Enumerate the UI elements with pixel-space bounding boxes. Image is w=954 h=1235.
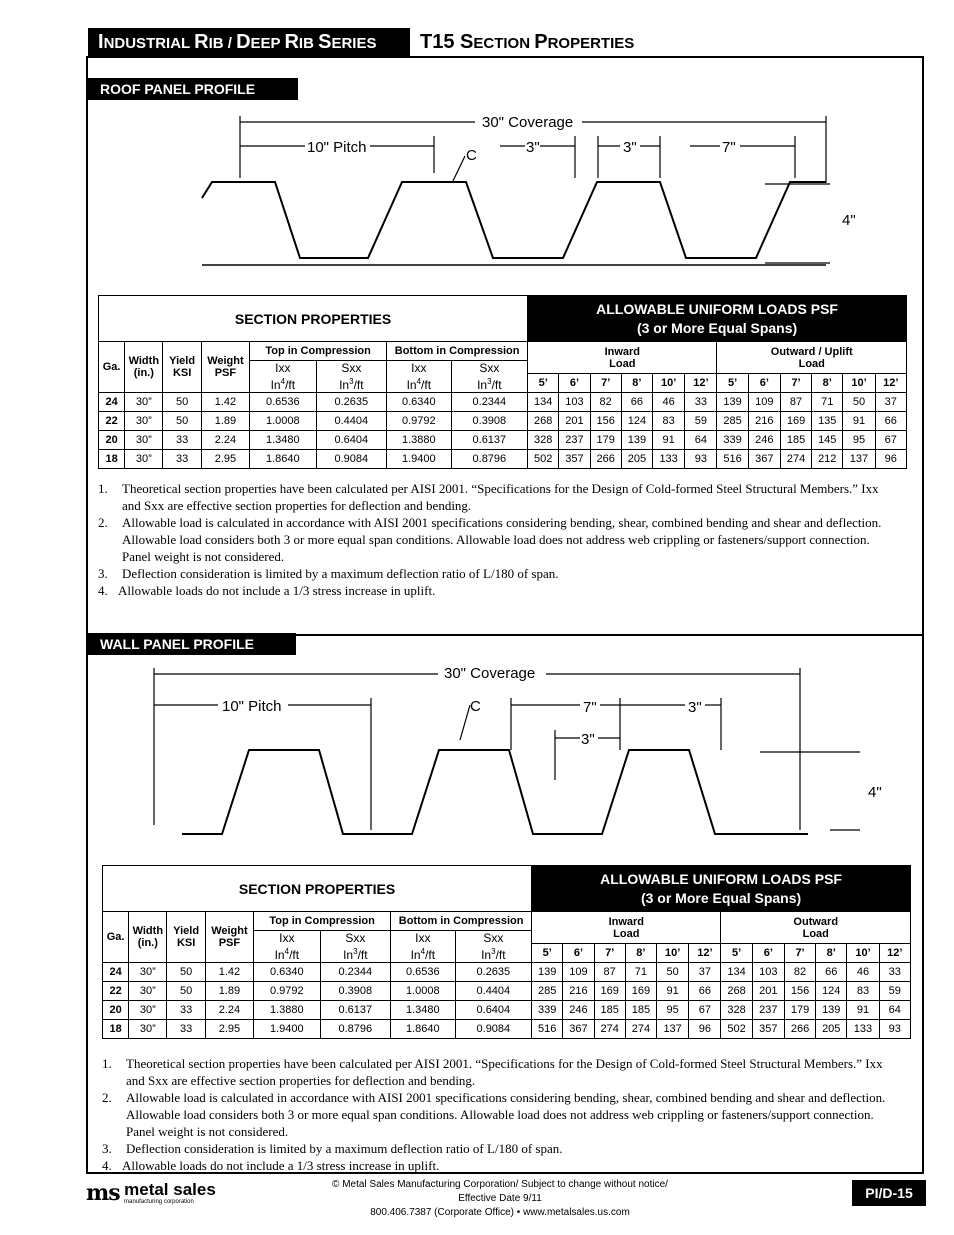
table-cell-outward-load: 91	[847, 1001, 879, 1020]
table-cell-outward-load: 357	[752, 1020, 784, 1039]
table-row	[99, 450, 907, 469]
table-cell-outward-load: 285	[717, 412, 748, 431]
roof-section-properties-heading: SECTION PROPERTIES	[99, 296, 528, 342]
table-cell-inward-load: 87	[594, 963, 625, 982]
table-cell-t-ixx: 0.9792	[254, 982, 320, 1001]
table-cell-inward-load: 96	[689, 1020, 721, 1039]
table-cell-outward-load: 103	[752, 963, 784, 982]
note-item: 1. Theoretical section properties have been calculated per AISI 2001. “Specifications for the Design of Cold-formed Steel Structural Members.” Ixx and Sxx are effective section properties for deflection and bending.	[98, 481, 879, 513]
table-cell-outward-load: 124	[816, 982, 847, 1001]
table-cell-yield: 33	[163, 431, 201, 450]
table-cell-ga: 24	[99, 393, 125, 412]
table-cell-outward-load: 37	[875, 393, 906, 412]
table-cell-width: 30”	[125, 393, 163, 412]
table-cell-outward-load: 87	[780, 393, 811, 412]
roof-dim-3: 7"	[722, 139, 736, 156]
table-cell-ga: 20	[103, 1001, 129, 1020]
table-cell-width: 30”	[129, 1020, 167, 1039]
note-item: 2. Allowable load is calculated in accordance with AISI 2001 specifications considering bending, shear, combined bending and shear and deflection. Allowable load considers both 3 or more equal span conditions. Allowable load does not address web crippling or fasteners/support connection. Panel weight is not considered.	[102, 1090, 886, 1139]
table-cell-inward-load: 133	[653, 450, 685, 469]
table-cell-width: 30”	[125, 431, 163, 450]
wall-allowable-loads-heading: ALLOWABLE UNIFORM LOADS PSF (3 or More Equal Spans)	[532, 866, 911, 912]
table-cell-inward-load: 502	[528, 450, 559, 469]
table-cell-yield: 50	[167, 963, 205, 982]
table-cell-outward-load: 50	[843, 393, 875, 412]
table-cell-outward-load: 185	[780, 431, 811, 450]
table-cell-weight: 2.95	[205, 1020, 253, 1039]
table-cell-ga: 22	[103, 982, 129, 1001]
table-cell-inward-load: 59	[685, 412, 717, 431]
table-cell-weight: 1.89	[205, 982, 253, 1001]
wall-pitch-label: 10" Pitch	[222, 698, 282, 715]
table-cell-b-sxx: 0.2344	[451, 393, 528, 412]
wall-dim-2: 3"	[688, 699, 702, 716]
table-cell-b-ixx: 0.9792	[387, 412, 451, 431]
table-cell-outward-load: 109	[748, 393, 780, 412]
table-cell-outward-load: 46	[847, 963, 879, 982]
table-cell-t-ixx: 1.3480	[250, 431, 316, 450]
table-cell-inward-load: 91	[657, 982, 689, 1001]
roof-profile-diagram	[190, 108, 870, 273]
section-properties-title: T15 SECTION PROPERTIES	[420, 31, 635, 53]
wall-height-label: 4"	[868, 784, 882, 801]
roof-section-properties-table: SECTION PROPERTIES ALLOWABLE UNIFORM LOADS PSF (3 or More Equal Spans) Ga. Width (in.) Yield KSI Weight PSF Top in Compression Bottom in Compression Inward Load Outward / Uplift Load Ixx In$^4$/ft Sxx In$^3$/ft Ixx In$^4$/ft Sxx In$^3$/ft 5’ 6’ 7’ 8’ 10’ 12’ 5’ 6’ 7’ 8’ 10’ 12’ 24 30” 50 1.42 0.6536 0.2635 0.6340 0.2344 134 103 82 66 46 33 139 109 87 71 50 37 22 30” 50 1.89 1.0008 0.4404 0.9792 0.3908 268 201 156 124 83 59 285 216 169 135 91 66 20 30” 33 2.24 1.3480 0.6404 1.3880 0.6137 328 237 179 139 91 64 339 246 185 145 95 67 18 30” 33 2.95 1.8640 0.9084 1.9400 0.8796 502 357 266 205 133 93 516 367 274 212 137 96	[98, 295, 907, 469]
table-cell-outward-load: 179	[784, 1001, 815, 1020]
wall-profile-diagram	[140, 660, 890, 840]
table-cell-b-ixx: 1.0008	[391, 982, 455, 1001]
table-row	[103, 1001, 911, 1020]
roof-pitch-label: 10" Pitch	[307, 139, 367, 156]
table-cell-weight: 2.24	[201, 431, 249, 450]
table-cell-inward-load: 37	[689, 963, 721, 982]
table-cell-inward-load: 139	[532, 963, 563, 982]
table-cell-t-ixx: 0.6536	[250, 393, 316, 412]
table-cell-b-ixx: 1.9400	[387, 450, 451, 469]
table-cell-b-sxx: 0.6137	[451, 431, 528, 450]
series-title: INDUSTRIAL RIB / DEEP RIB SERIES	[88, 28, 410, 56]
table-cell-inward-load: 71	[625, 963, 656, 982]
table-cell-b-sxx: 0.6404	[455, 1001, 532, 1020]
table-cell-weight: 1.42	[201, 393, 249, 412]
table-cell-inward-load: 367	[563, 1020, 594, 1039]
table-cell-inward-load: 179	[590, 431, 621, 450]
table-cell-outward-load: 139	[816, 1001, 847, 1020]
table-cell-inward-load: 185	[594, 1001, 625, 1020]
table-cell-b-ixx: 0.6536	[391, 963, 455, 982]
table-cell-ga: 18	[103, 1020, 129, 1039]
table-row	[99, 393, 907, 412]
table-cell-t-ixx: 1.0008	[250, 412, 316, 431]
table-cell-inward-load: 237	[559, 431, 590, 450]
table-cell-inward-load: 274	[594, 1020, 625, 1039]
roof-dim-2: 3"	[623, 139, 637, 156]
table-row	[99, 431, 907, 450]
table-cell-weight: 1.89	[201, 412, 249, 431]
wall-dim-3: 3"	[581, 731, 595, 748]
note-item: 1. Theoretical section properties have been calculated per AISI 2001. “Specifications for the Design of Cold-formed Steel Structural Members.” Ixx and Sxx are effective section properties for deflection and bending.	[102, 1056, 883, 1088]
table-cell-outward-load: 145	[812, 431, 843, 450]
table-cell-outward-load: 169	[780, 412, 811, 431]
table-cell-inward-load: 66	[621, 393, 652, 412]
table-row	[103, 1020, 911, 1039]
wall-panel-profile-heading: WALL PANEL PROFILE	[88, 633, 296, 655]
table-cell-weight: 2.95	[201, 450, 249, 469]
table-cell-yield: 33	[163, 450, 201, 469]
table-cell-inward-load: 246	[563, 1001, 594, 1020]
roof-panel-profile-heading: ROOF PANEL PROFILE	[88, 78, 298, 100]
table-cell-outward-load: 274	[780, 450, 811, 469]
table-cell-inward-load: 103	[559, 393, 590, 412]
table-cell-outward-load: 133	[847, 1020, 879, 1039]
table-cell-weight: 2.24	[205, 1001, 253, 1020]
table-cell-inward-load: 169	[625, 982, 656, 1001]
table-cell-b-ixx: 1.3880	[387, 431, 451, 450]
note-item: 4. Allowable loads do not include a 1/3 stress increase in uplift.	[102, 1158, 440, 1173]
table-cell-outward-load: 93	[879, 1020, 910, 1039]
table-cell-outward-load: 246	[748, 431, 780, 450]
roof-c-label: C	[466, 147, 477, 164]
wall-section-properties-heading: SECTION PROPERTIES	[103, 866, 532, 912]
table-cell-inward-load: 266	[590, 450, 621, 469]
table-cell-inward-load: 205	[621, 450, 652, 469]
table-cell-outward-load: 137	[843, 450, 875, 469]
roof-notes	[98, 480, 898, 599]
roof-allowable-loads-heading: ALLOWABLE UNIFORM LOADS PSF (3 or More Equal Spans)	[528, 296, 907, 342]
table-cell-weight: 1.42	[205, 963, 253, 982]
table-cell-outward-load: 212	[812, 450, 843, 469]
table-cell-t-sxx: 0.2344	[320, 963, 391, 982]
table-cell-inward-load: 169	[594, 982, 625, 1001]
table-cell-inward-load: 274	[625, 1020, 656, 1039]
note-item: 4. Allowable loads do not include a 1/3 stress increase in uplift.	[98, 583, 436, 598]
table-cell-inward-load: 268	[528, 412, 559, 431]
table-cell-inward-load: 82	[590, 393, 621, 412]
table-cell-b-sxx: 0.3908	[451, 412, 528, 431]
wall-c-label: C	[470, 698, 481, 715]
table-cell-inward-load: 33	[685, 393, 717, 412]
table-cell-inward-load: 134	[528, 393, 559, 412]
table-cell-t-sxx: 0.3908	[320, 982, 391, 1001]
table-cell-inward-load: 50	[657, 963, 689, 982]
table-cell-outward-load: 139	[717, 393, 748, 412]
table-cell-b-sxx: 0.4404	[455, 982, 532, 1001]
table-cell-outward-load: 516	[717, 450, 748, 469]
table-cell-outward-load: 66	[875, 412, 906, 431]
table-cell-ga: 24	[103, 963, 129, 982]
table-cell-inward-load: 95	[657, 1001, 689, 1020]
table-cell-t-ixx: 1.3880	[254, 1001, 320, 1020]
table-cell-b-ixx: 0.6340	[387, 393, 451, 412]
table-cell-width: 30”	[129, 982, 167, 1001]
table-cell-t-sxx: 0.4404	[316, 412, 387, 431]
roof-coverage-label: 30" Coverage	[482, 114, 574, 131]
note-item: 2. Allowable load is calculated in accordance with AISI 2001 specifications considering bending, shear, combined bending and shear and deflection. Allowable load considers both 3 or more equal span conditions. Allowable load does not address web crippling or fasteners/support connection. Panel weight is not considered.	[98, 515, 882, 564]
table-cell-inward-load: 109	[563, 963, 594, 982]
table-cell-t-ixx: 0.6340	[254, 963, 320, 982]
table-cell-outward-load: 216	[748, 412, 780, 431]
roof-dim-1: 3"	[526, 139, 540, 156]
note-item: 3. Deflection consideration is limited by a maximum deflection ratio of L/180 of span.	[102, 1141, 563, 1156]
table-cell-outward-load: 95	[843, 431, 875, 450]
wall-notes	[102, 1055, 902, 1174]
table-cell-yield: 33	[167, 1001, 205, 1020]
table-cell-outward-load: 82	[784, 963, 815, 982]
table-cell-outward-load: 205	[816, 1020, 847, 1039]
table-cell-b-ixx: 1.3480	[391, 1001, 455, 1020]
table-cell-inward-load: 93	[685, 450, 717, 469]
note-item: 3. Deflection consideration is limited by a maximum deflection ratio of L/180 of span.	[98, 566, 559, 581]
table-cell-outward-load: 64	[879, 1001, 910, 1020]
table-cell-inward-load: 46	[653, 393, 685, 412]
table-cell-inward-load: 328	[528, 431, 559, 450]
table-cell-t-sxx: 0.2635	[316, 393, 387, 412]
table-cell-outward-load: 268	[721, 982, 752, 1001]
wall-coverage-label: 30" Coverage	[444, 665, 536, 682]
table-cell-outward-load: 201	[752, 982, 784, 1001]
table-cell-width: 30”	[129, 1001, 167, 1020]
table-cell-inward-load: 339	[532, 1001, 563, 1020]
wall-dim-1: 7"	[583, 699, 597, 716]
table-cell-inward-load: 124	[621, 412, 652, 431]
wall-section-properties-table: SECTION PROPERTIES ALLOWABLE UNIFORM LOADS PSF (3 or More Equal Spans) Ga. Width (in.) Yield KSI Weight PSF Top in Compression Bottom in Compression Inward Load Outward Load Ixx In$^4$/ft Sxx In$^3$/ft Ixx In$^4$/ft Sxx In$^3$/ft 5’ 6’ 7’ 8’ 10’ 12’ 5’ 6’ 7’ 8’ 10’ 12’ 24 30” 50 1.42 0.6340 0.2344 0.6536 0.2635 139 109 87 71 50 37 134 103 82 66 46 33 22 30” 50 1.89 0.9792 0.3908 1.0008 0.4404 285 216 169 169 91 66 268 201 156 124 83 59 20 30” 33 2.24 1.3880 0.6137 1.3480 0.6404 339 246 185 185 95 67 328 237 179 139 91 64 18 30” 33 2.95 1.9400 0.8796 1.8640 0.9084 516 367 274 274 137 96 502 357 266 205 133 93	[102, 865, 911, 1039]
table-cell-t-sxx: 0.6404	[316, 431, 387, 450]
table-cell-inward-load: 285	[532, 982, 563, 1001]
table-cell-width: 30”	[125, 450, 163, 469]
table-cell-ga: 22	[99, 412, 125, 431]
table-cell-t-ixx: 1.9400	[254, 1020, 320, 1039]
table-cell-ga: 18	[99, 450, 125, 469]
footer-text: © Metal Sales Manufacturing Corporation/ Subject to change without notice/ Effective Date 9/11 800.406.7387 (Corporate Office) • www.metalsales.us.com	[332, 1179, 668, 1218]
table-cell-outward-load: 156	[784, 982, 815, 1001]
table-cell-inward-load: 137	[657, 1020, 689, 1039]
logo-mark-icon: ms	[86, 1180, 120, 1206]
table-cell-b-ixx: 1.8640	[391, 1020, 455, 1039]
table-cell-outward-load: 96	[875, 450, 906, 469]
table-cell-outward-load: 67	[875, 431, 906, 450]
table-cell-b-sxx: 0.9084	[455, 1020, 532, 1039]
table-cell-ga: 20	[99, 431, 125, 450]
table-cell-outward-load: 367	[748, 450, 780, 469]
table-cell-yield: 50	[163, 393, 201, 412]
table-cell-yield: 50	[167, 982, 205, 1001]
table-cell-outward-load: 91	[843, 412, 875, 431]
table-cell-outward-load: 339	[717, 431, 748, 450]
table-cell-inward-load: 66	[689, 982, 721, 1001]
table-cell-outward-load: 502	[721, 1020, 752, 1039]
table-cell-b-sxx: 0.8796	[451, 450, 528, 469]
table-cell-b-sxx: 0.2635	[455, 963, 532, 982]
table-cell-outward-load: 134	[721, 963, 752, 982]
page-number: PI/D-15	[852, 1180, 926, 1206]
table-cell-t-sxx: 0.8796	[320, 1020, 391, 1039]
table-cell-outward-load: 135	[812, 412, 843, 431]
table-cell-yield: 50	[163, 412, 201, 431]
table-cell-outward-load: 328	[721, 1001, 752, 1020]
table-cell-t-sxx: 0.9084	[316, 450, 387, 469]
table-cell-inward-load: 516	[532, 1020, 563, 1039]
roof-height-label: 4"	[842, 212, 856, 229]
table-cell-outward-load: 83	[847, 982, 879, 1001]
table-cell-inward-load: 139	[621, 431, 652, 450]
metal-sales-logo: ms metal sales manufacturing corporation	[86, 1180, 216, 1206]
table-cell-inward-load: 185	[625, 1001, 656, 1020]
table-cell-inward-load: 64	[685, 431, 717, 450]
table-cell-width: 30”	[125, 412, 163, 431]
table-cell-outward-load: 71	[812, 393, 843, 412]
table-cell-inward-load: 83	[653, 412, 685, 431]
table-cell-inward-load: 67	[689, 1001, 721, 1020]
table-cell-inward-load: 91	[653, 431, 685, 450]
table-cell-outward-load: 33	[879, 963, 910, 982]
table-cell-inward-load: 156	[590, 412, 621, 431]
table-cell-inward-load: 357	[559, 450, 590, 469]
table-cell-t-ixx: 1.8640	[250, 450, 316, 469]
table-cell-outward-load: 66	[816, 963, 847, 982]
table-cell-outward-load: 266	[784, 1020, 815, 1039]
table-cell-yield: 33	[167, 1020, 205, 1039]
table-cell-outward-load: 59	[879, 982, 910, 1001]
table-cell-inward-load: 216	[563, 982, 594, 1001]
table-row	[99, 412, 907, 431]
table-cell-outward-load: 237	[752, 1001, 784, 1020]
table-cell-t-sxx: 0.6137	[320, 1001, 391, 1020]
table-row	[103, 963, 911, 982]
table-cell-width: 30”	[129, 963, 167, 982]
table-cell-inward-load: 201	[559, 412, 590, 431]
table-row	[103, 982, 911, 1001]
